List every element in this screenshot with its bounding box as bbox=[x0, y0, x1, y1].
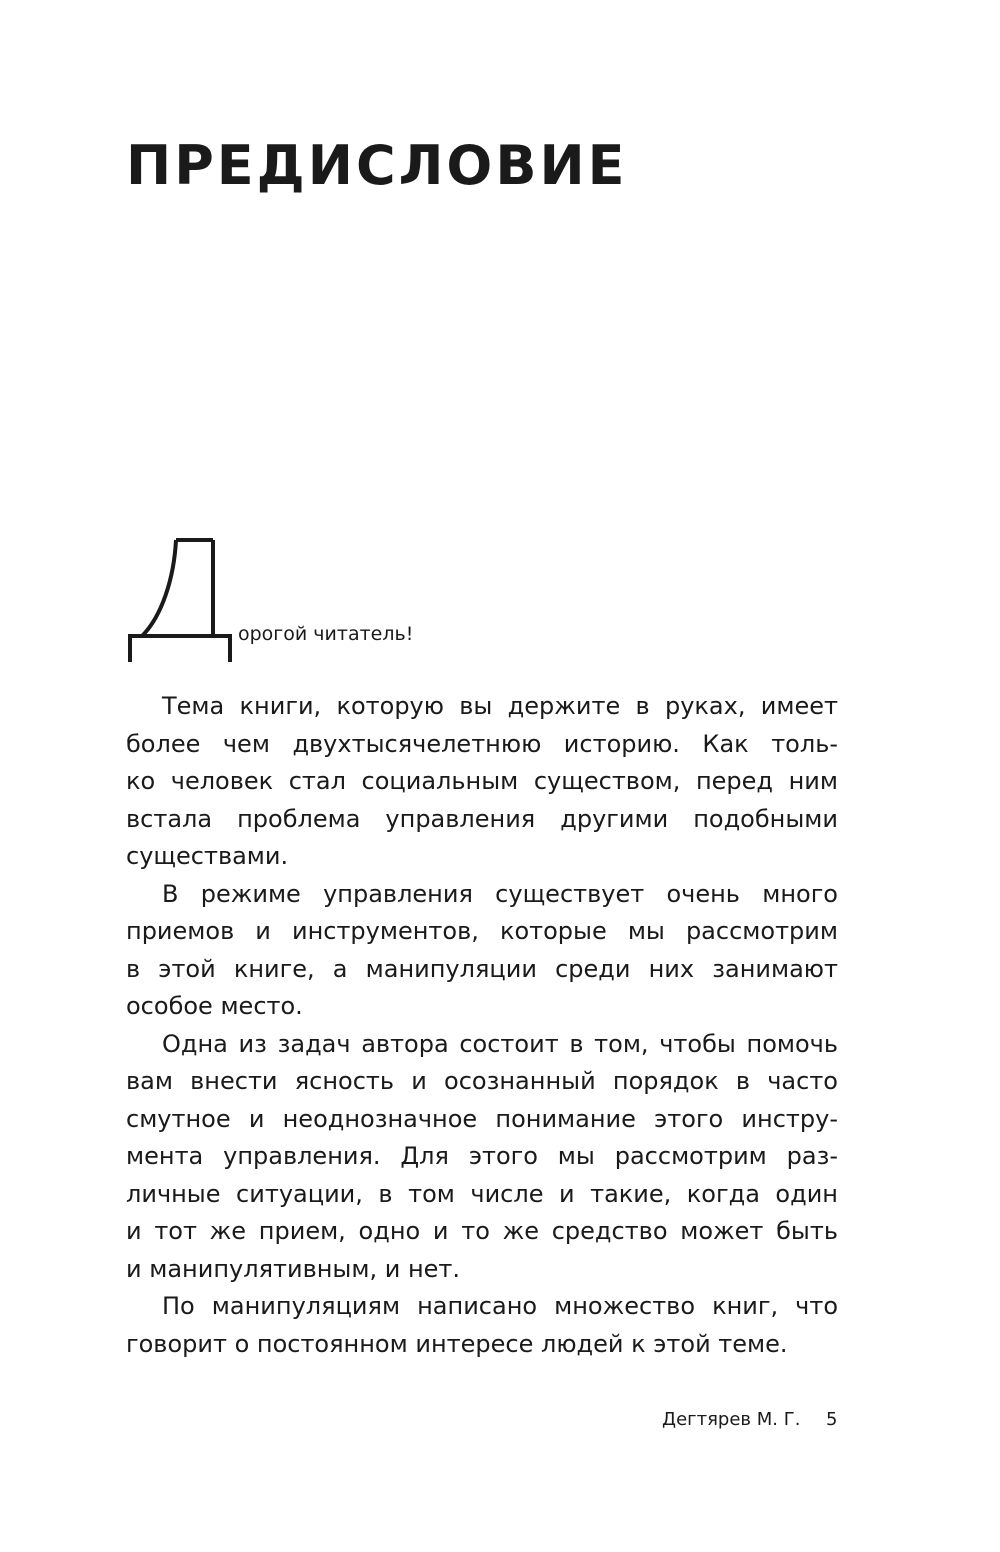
paragraph-line: ко человек стал социальным существом, перед ним bbox=[126, 767, 838, 795]
paragraph-line: существами. bbox=[126, 842, 289, 870]
dropcap-letter-glyph bbox=[124, 538, 236, 664]
paragraph-line: и манипулятивным, и нет. bbox=[126, 1254, 461, 1283]
paragraph-line: По манипуляциям написано множество книг, что bbox=[162, 1292, 838, 1320]
paragraph-line: мента управления. Для этого мы рассмотрим раз- bbox=[126, 1142, 838, 1170]
paragraph-line: смутное и неоднозначное понимание этого инстру- bbox=[126, 1104, 838, 1133]
body-text bbox=[126, 688, 838, 1363]
paragraph bbox=[126, 1288, 838, 1363]
paragraph-line: Одна из задач автора состоит в том, чтобы помочь bbox=[162, 1029, 838, 1058]
paragraph-line: говорит о постоянном интересе людей к этой теме. bbox=[126, 1329, 788, 1358]
paragraph-line: встала проблема управления другими подобными bbox=[126, 804, 838, 833]
paragraph-line: В режиме управления существует очень много bbox=[162, 879, 838, 908]
paragraph-line: более чем двухтысячелетнюю историю. Как толь- bbox=[126, 729, 838, 758]
paragraph-line: особое место. bbox=[126, 992, 303, 1020]
paragraph-line: личные ситуации, в том числе и такие, когда один bbox=[126, 1179, 838, 1208]
paragraph-line: и тот же прием, одно и то же средство может быть bbox=[126, 1217, 838, 1245]
dropcap-letter bbox=[124, 538, 236, 664]
paragraph bbox=[126, 876, 838, 1026]
chapter-title: ПРЕДИСЛОВИЕ bbox=[126, 134, 628, 197]
paragraph-line: приемов и инструментов, которые мы рассмотрим bbox=[126, 917, 838, 945]
paragraph-line: в этой книге, а манипуляции среди них занимают bbox=[126, 954, 838, 983]
paragraph bbox=[126, 688, 838, 876]
paragraph-line: вам внести ясность и осознанный порядок в часто bbox=[126, 1067, 838, 1095]
page-number: 5 bbox=[826, 1409, 838, 1430]
greeting-text: орогой читатель! bbox=[238, 623, 414, 645]
paragraph-line: Тема книги, которую вы держите в руках, имеет bbox=[162, 692, 838, 720]
paragraph bbox=[126, 1026, 838, 1289]
footer-author: Дегтярев М. Г. bbox=[662, 1409, 801, 1430]
